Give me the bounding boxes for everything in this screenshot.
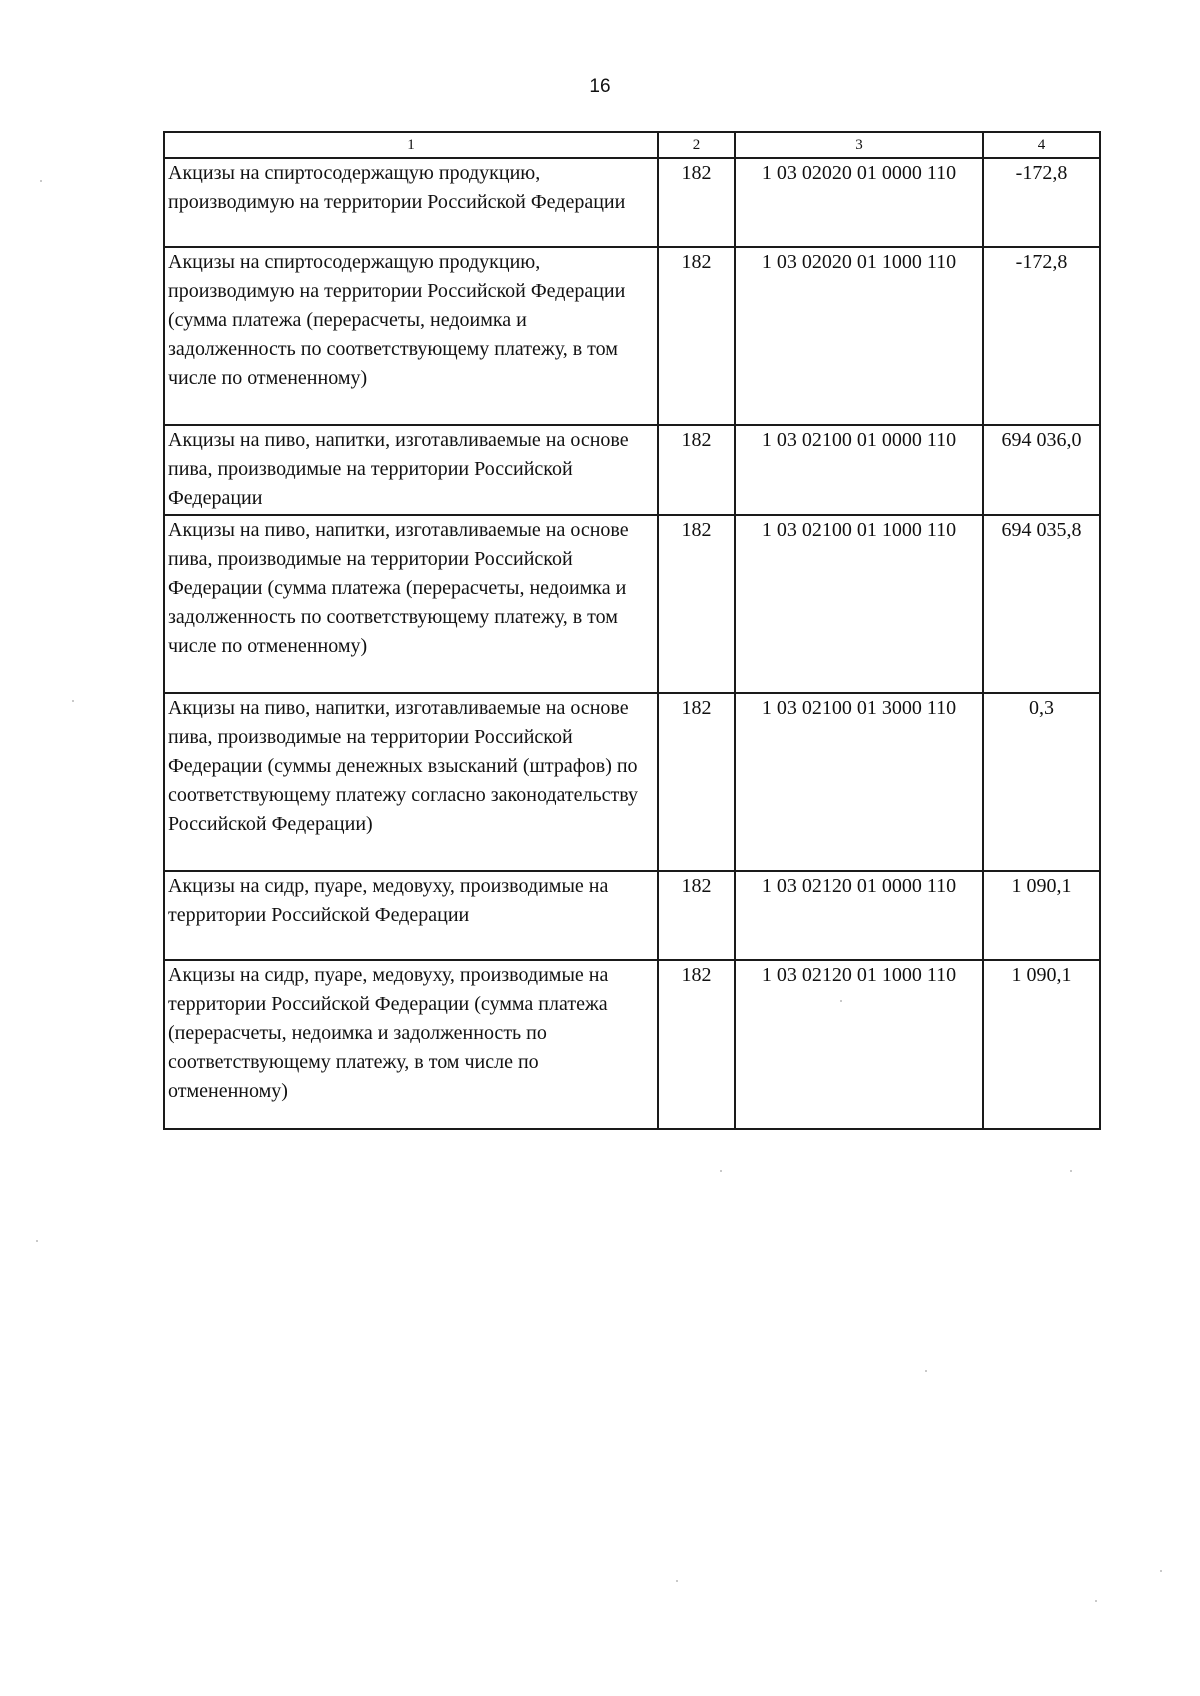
row-admin-code-cell: 182 (658, 247, 735, 425)
column-header-3: 3 (735, 132, 983, 158)
row-amount-cell: 0,3 (983, 693, 1100, 871)
row-name-cell: Акцизы на пиво, напитки, изготавливаемые на основе пива, производимые на территории Российской Федерации (сумма платежа (перерасчеты, недоимка и задолженность по соответствующему платежу, в том числе по отмененному) (164, 515, 658, 693)
row-amount-cell: 694 036,0 (983, 425, 1100, 515)
row-admin-code-cell: 182 (658, 871, 735, 960)
scan-speck (36, 1240, 38, 1242)
row-admin-code-cell: 182 (658, 693, 735, 871)
row-name-cell: Акцизы на пиво, напитки, изготавливаемые на основе пива, производимые на территории Российской Федерации (164, 425, 658, 515)
row-admin-code-cell: 182 (658, 515, 735, 693)
row-amount-cell: -172,8 (983, 247, 1100, 425)
table-row (164, 158, 1100, 247)
row-amount-cell: -172,8 (983, 158, 1100, 247)
table-row (164, 425, 1100, 515)
row-admin-code-cell: 182 (658, 158, 735, 247)
scan-speck (1160, 1570, 1162, 1572)
row-classification-code-cell: 1 03 02100 01 0000 110 (735, 425, 983, 515)
table-row (164, 515, 1100, 693)
column-header-4: 4 (983, 132, 1100, 158)
row-amount-cell: 1 090,1 (983, 960, 1100, 1129)
row-name-cell: Акцизы на спиртосодержащую продукцию, производимую на территории Российской Федерации (164, 158, 658, 247)
row-amount-cell: 694 035,8 (983, 515, 1100, 693)
row-name-cell: Акцизы на сидр, пуаре, медовуху, производимые на территории Российской Федерации (сумма платежа (перерасчеты, недоимка и задолженность по соответствующему платежу, в том числе по отмененному) (164, 960, 658, 1129)
row-classification-code-cell: 1 03 02100 01 1000 110 (735, 515, 983, 693)
scan-speck (925, 1370, 927, 1372)
scan-speck (676, 1580, 678, 1582)
table-row (164, 960, 1100, 1129)
column-header-1: 1 (164, 132, 658, 158)
scan-speck (840, 1000, 842, 1002)
row-classification-code-cell: 1 03 02120 01 0000 110 (735, 871, 983, 960)
scan-speck (1070, 1170, 1072, 1172)
table-row (164, 247, 1100, 425)
revenue-table (163, 131, 1101, 1130)
row-amount-cell: 1 090,1 (983, 871, 1100, 960)
row-name-cell: Акцизы на пиво, напитки, изготавливаемые на основе пива, производимые на территории Российской Федерации (суммы денежных взысканий (штрафов) по соответствующему платежу согласно законодательству Российской Федерации) (164, 693, 658, 871)
row-admin-code-cell: 182 (658, 960, 735, 1129)
scan-speck (40, 180, 42, 182)
page-number: 16 (589, 76, 611, 97)
row-name-cell: Акцизы на сидр, пуаре, медовуху, производимые на территории Российской Федерации (164, 871, 658, 960)
row-classification-code-cell: 1 03 02020 01 0000 110 (735, 158, 983, 247)
table-row (164, 871, 1100, 960)
row-classification-code-cell: 1 03 02100 01 3000 110 (735, 693, 983, 871)
scan-speck (720, 1170, 722, 1172)
scan-speck (72, 700, 74, 702)
table-header-row (164, 132, 1100, 158)
row-name-cell: Акцизы на спиртосодержащую продукцию, производимую на территории Российской Федерации (сумма платежа (перерасчеты, недоимка и задолженность по соответствующему платежу, в том числе по отмененному) (164, 247, 658, 425)
scan-speck (1095, 1600, 1097, 1602)
column-header-2: 2 (658, 132, 735, 158)
row-admin-code-cell: 182 (658, 425, 735, 515)
table-row (164, 693, 1100, 871)
row-classification-code-cell: 1 03 02020 01 1000 110 (735, 247, 983, 425)
row-classification-code-cell: 1 03 02120 01 1000 110 (735, 960, 983, 1129)
